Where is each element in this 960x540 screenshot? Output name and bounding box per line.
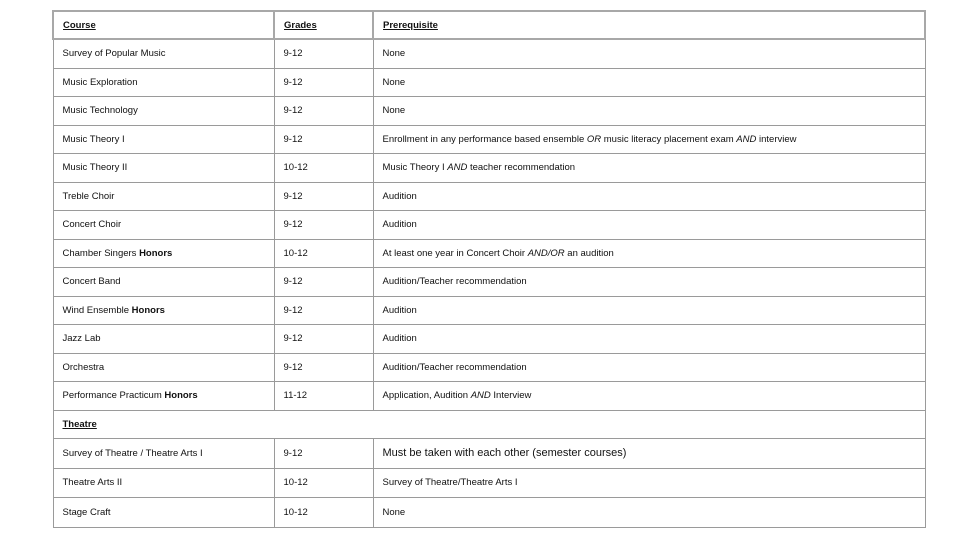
grades-cell: 9-12	[274, 97, 373, 126]
grades-cell: 9-12	[274, 68, 373, 97]
grades-cell: 10-12	[274, 239, 373, 268]
prerequisite-cell: None	[373, 97, 925, 126]
table-row	[53, 154, 925, 183]
prerequisite-cell: None	[373, 39, 925, 68]
table-row	[53, 239, 925, 268]
prerequisite-cell: None	[373, 498, 925, 528]
table-row	[53, 382, 925, 411]
prereq-text: Interview	[490, 390, 532, 402]
grades-cell: 9-12	[274, 39, 373, 68]
course-cell: Music Technology	[53, 97, 274, 126]
prerequisite-cell	[373, 239, 925, 268]
course-name: Chamber Singers	[62, 247, 140, 259]
course-cell: Music Theory I	[53, 125, 274, 154]
honors-label: Honors	[131, 304, 165, 316]
prereq-emphasis: AND	[736, 133, 757, 145]
table-row	[53, 182, 925, 211]
table-row	[53, 498, 925, 528]
grades-cell: 9-12	[274, 182, 373, 211]
prerequisite-cell: Survey of Theatre/Theatre Arts I	[373, 468, 925, 498]
grades-cell: 10-12	[274, 154, 373, 183]
course-cell: Survey of Popular Music	[53, 39, 274, 68]
course-table	[52, 10, 926, 528]
table-row	[53, 468, 925, 498]
prerequisite-cell: Audition/Teacher recommendation	[373, 268, 925, 297]
table-row	[53, 296, 925, 325]
prereq-text: music literacy placement exam	[601, 133, 737, 145]
course-cell: Survey of Theatre / Theatre Arts I	[53, 439, 274, 469]
grades-cell: 9-12	[274, 268, 373, 297]
prereq-text: an audition	[564, 247, 614, 259]
honors-label: Honors	[139, 247, 173, 259]
table-header-row	[53, 11, 925, 39]
grades-cell: 9-12	[274, 125, 373, 154]
prerequisite-cell: Audition/Teacher recommendation	[373, 353, 925, 382]
table-row	[53, 353, 925, 382]
table-row	[53, 439, 925, 469]
prerequisite-cell	[373, 382, 925, 411]
table-row	[53, 68, 925, 97]
course-cell	[53, 382, 274, 411]
grades-cell: 9-12	[274, 296, 373, 325]
course-cell: Music Exploration	[53, 68, 274, 97]
table-row	[53, 268, 925, 297]
section-row	[53, 410, 925, 439]
grades-cell: 11-12	[274, 382, 373, 411]
table-row	[53, 125, 925, 154]
grades-cell: 9-12	[274, 211, 373, 240]
course-name: Performance Practicum	[62, 390, 165, 402]
grades-cell: 10-12	[274, 468, 373, 498]
prereq-text: teacher recommendation	[467, 162, 576, 174]
prereq-emphasis: OR	[586, 133, 602, 145]
grades-cell: 9-12	[274, 325, 373, 354]
course-cell: Orchestra	[53, 353, 274, 382]
table-row	[53, 325, 925, 354]
prereq-text: Application, Audition	[382, 390, 471, 402]
prerequisite-cell: Must be taken with each other (semester courses)	[373, 439, 925, 469]
prerequisite-cell	[373, 154, 925, 183]
course-cell: Concert Band	[53, 268, 274, 297]
course-cell: Theatre Arts II	[53, 468, 274, 498]
prereq-emphasis: AND	[470, 390, 491, 402]
course-cell: Stage Craft	[53, 498, 274, 528]
grades-cell: 10-12	[274, 498, 373, 528]
header-course: Course	[53, 11, 274, 39]
prerequisite-cell: Audition	[373, 182, 925, 211]
prerequisite-cell: Audition	[373, 325, 925, 354]
prereq-text: Enrollment in any performance based ensemble	[382, 133, 587, 145]
prereq-emphasis: AND/OR	[527, 247, 565, 259]
grades-cell: 9-12	[274, 439, 373, 469]
grades-cell: 9-12	[274, 353, 373, 382]
prereq-emphasis: AND	[447, 162, 468, 174]
prereq-text: Music Theory I	[382, 162, 448, 174]
header-grades: Grades	[274, 11, 373, 39]
course-cell: Music Theory II	[53, 154, 274, 183]
course-cell: Jazz Lab	[53, 325, 274, 354]
table-row	[53, 39, 925, 68]
prereq-text: At least one year in Concert Choir	[382, 247, 528, 259]
prerequisite-cell: Audition	[373, 296, 925, 325]
prereq-text: interview	[756, 133, 797, 145]
course-cell	[53, 239, 274, 268]
course-cell	[53, 296, 274, 325]
honors-label: Honors	[164, 390, 198, 402]
section-heading-theatre: Theatre	[53, 410, 925, 439]
table-row	[53, 211, 925, 240]
header-prerequisite: Prerequisite	[373, 11, 925, 39]
prerequisite-cell	[373, 125, 925, 154]
course-cell: Concert Choir	[53, 211, 274, 240]
course-cell: Treble Choir	[53, 182, 274, 211]
course-name: Wind Ensemble	[62, 304, 132, 316]
table-row	[53, 97, 925, 126]
prerequisite-cell: None	[373, 68, 925, 97]
prerequisite-cell: Audition	[373, 211, 925, 240]
